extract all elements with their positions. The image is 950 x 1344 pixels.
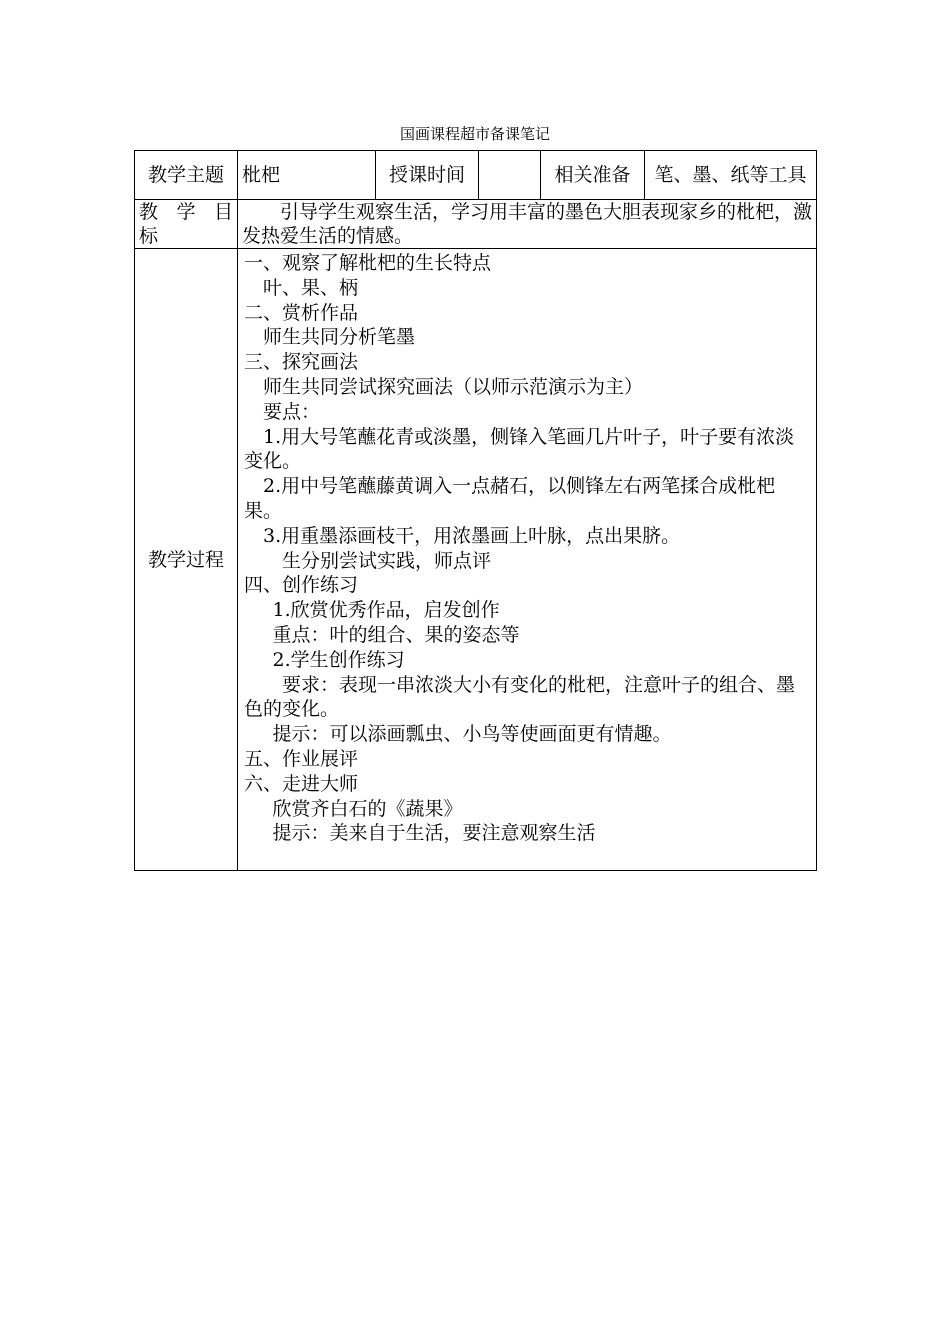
process-line: 二、赏析作品 — [244, 301, 359, 324]
preparation-value: 笔、墨、纸等工具 — [645, 151, 817, 200]
topic-label: 教学主题 — [135, 151, 238, 200]
process-line: 一、观察了解枇杷的生长特点 — [244, 252, 492, 274]
process-line: 叶、果、柄 — [263, 276, 359, 299]
lesson-plan-table — [134, 150, 817, 871]
process-line: 重点：叶的组合、果的姿态等 — [272, 623, 520, 646]
process-line: 2.学生创作练习 — [272, 648, 405, 671]
process-line: 生分别尝试实践，师点评 — [282, 549, 492, 572]
process-line: 六、走进大师 — [244, 772, 359, 795]
process-line: 师生共同尝试探究画法（以师示范演示为主） — [263, 375, 644, 398]
table-row-process — [135, 249, 817, 871]
process-line: 三、探究画法 — [244, 351, 359, 374]
teaching-time-label: 授课时间 — [376, 151, 479, 200]
process-line: 五、作业展评 — [244, 747, 359, 770]
process-line: 师生共同分析笔墨 — [263, 326, 416, 349]
process-line: 3.用重墨添画枝干，用浓墨画上叶脉，点出果脐。 — [263, 524, 681, 547]
process-line: 2.用中号笔蘸藤黄调入一点赭石，以侧锋左右两笔揉合成枇杷果。 — [244, 475, 776, 522]
process-line: 提示：美来自于生活，要注意观察生活 — [272, 822, 596, 845]
process-content — [238, 249, 817, 871]
process-line: 欣赏齐白石的《蔬果》 — [272, 797, 463, 820]
process-line: 四、创作练习 — [244, 574, 359, 597]
process-label: 教学过程 — [135, 249, 238, 871]
process-line: 提示：可以添画瓢虫、小鸟等使画面更有情趣。 — [272, 723, 672, 746]
teaching-time-value — [479, 151, 541, 200]
document-title: 国画课程超市备课笔记 — [399, 125, 550, 143]
preparation-label: 相关准备 — [541, 151, 645, 200]
process-line: 1.用大号笔蘸花青或淡墨，侧锋入笔画几片叶子，叶子要有浓淡变化。 — [244, 425, 795, 473]
objective-text: 引导学生观察生活，学习用丰富的墨色大胆表现家乡的枇杷，激发热爱生活的情感。 — [238, 200, 817, 249]
process-line: 1.欣赏优秀作品，启发创作 — [272, 599, 500, 622]
topic-value: 枇杷 — [238, 151, 376, 200]
process-line: 要求：表现一串浓淡大小有变化的枇杷，注意叶子的组合、墨色的变化。 — [244, 673, 796, 721]
process-line: 要点： — [263, 400, 321, 423]
objective-label: 教 学 目 标 — [135, 200, 238, 249]
table-row-objective — [135, 200, 817, 249]
table-row-header-info — [135, 151, 817, 200]
